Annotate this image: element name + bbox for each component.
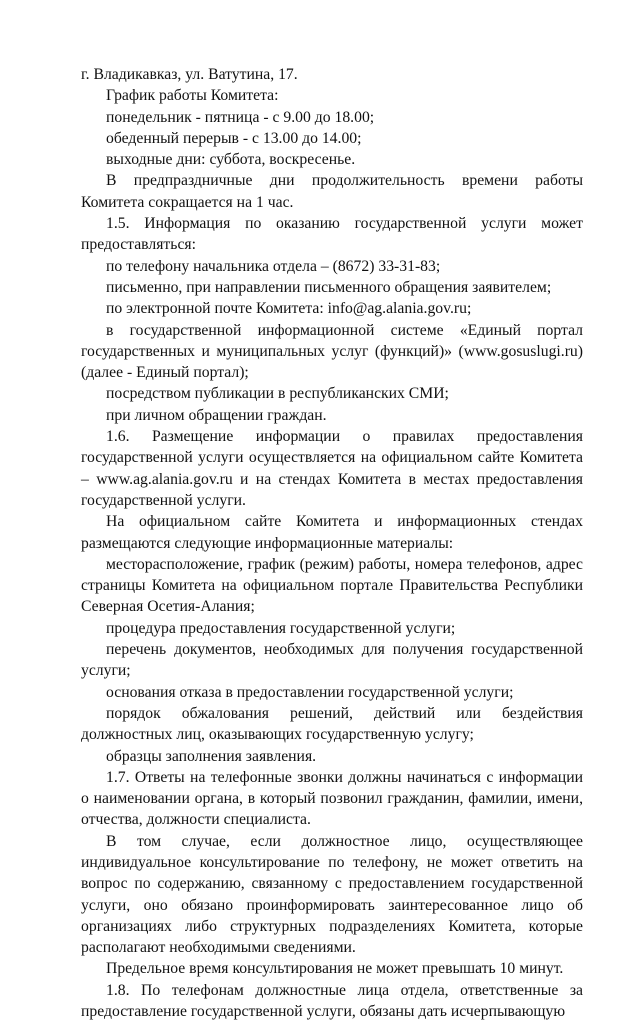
pre-holiday-note: В предпраздничные дни продолжительность времени работы Комитета сокращается на 1 час. [81,172,583,211]
lunch-break: обеденный перерыв - с 13.00 до 14.00; [106,129,362,147]
section-1-5-intro: 1.5. Информация по оказанию государственной услуги может предоставляться: [81,215,583,254]
materials-intro: На официальном сайте Комитета и информационных стендах размещаются следующие информационные материалы: [81,513,583,552]
material-location: месторасположение, график (режим) работы, номера телефонов, адрес страницы Комитета на официальном портале Правительства Республики Северная Осетия-Алания; [81,555,583,616]
contact-phone: по телефону начальника отдела – (8672) 33-31-83; [106,257,441,275]
material-form-samples: образцы заполнения заявления. [106,747,317,765]
consultation-time-limit: Предельное время консультирования не может превышать 10 минут. [106,960,564,978]
section-1-8: 1.8. По телефонам должностные лица отдела, ответственные за предоставление государственной услуги, обязаны дать исчерпывающую [81,981,583,1021]
work-schedule-heading: График работы Комитета: [106,87,279,105]
contact-email: по электронной почте Комитета: info@ag.alania.gov.ru; [106,300,472,318]
contact-written: письменно, при направлении письменного обращения заявителем; [106,278,552,296]
material-procedure: процедура предоставления государственной услуги; [106,619,456,637]
section-1-6: 1.6. Размещение информации о правилах предоставления государственной услуги осуществляется на официальном сайте Комитета – www.ag.alania.gov.ru и на стендах Комитета в местах предоставления государственной услуги. [81,428,583,509]
address-line: г. Владикавказ, ул. Ватутина, 17. [81,66,298,83]
weekday-hours: понедельник - пятница - с 9.00 до 18.00; [106,108,375,126]
phone-consultation-note: В том случае, если должностное лицо, осуществляющее индивидуальное консультирование по телефону, не может ответить на вопрос по содержанию, связанному с предоставлением государственной услуги, оно обязано проинформировать заинтересованное лицо об организациях либо структурных подразделениях Комитета, которые располагают необходимыми сведениями. [81,832,583,957]
document-body [81,64,583,1022]
material-refusal-grounds: основания отказа в предоставлении государственной услуги; [106,683,514,701]
contact-in-person: при личном обращении граждан. [106,406,327,424]
material-appeal-procedure: порядок обжалования решений, действий или бездействия должностных лиц, оказывающих государственную услугу; [81,704,583,744]
material-documents: перечень документов, необходимых для получения государственной услуги; [81,641,583,680]
contact-unified-portal: в государственной информационной системе «Единый портал государственных и муниципальных услуг (функций)» (www.gosuslugi.ru) (далее - Единый портал); [81,321,583,382]
contact-media: посредством публикации в республиканских СМИ; [106,385,449,403]
section-1-7: 1.7. Ответы на телефонные звонки должны начинаться с информации о наименовании органа, в который позвонил гражданин, фамилии, имени, отчества, должности специалиста. [81,768,583,829]
days-off: выходные дни: суббота, воскресенье. [106,151,356,169]
